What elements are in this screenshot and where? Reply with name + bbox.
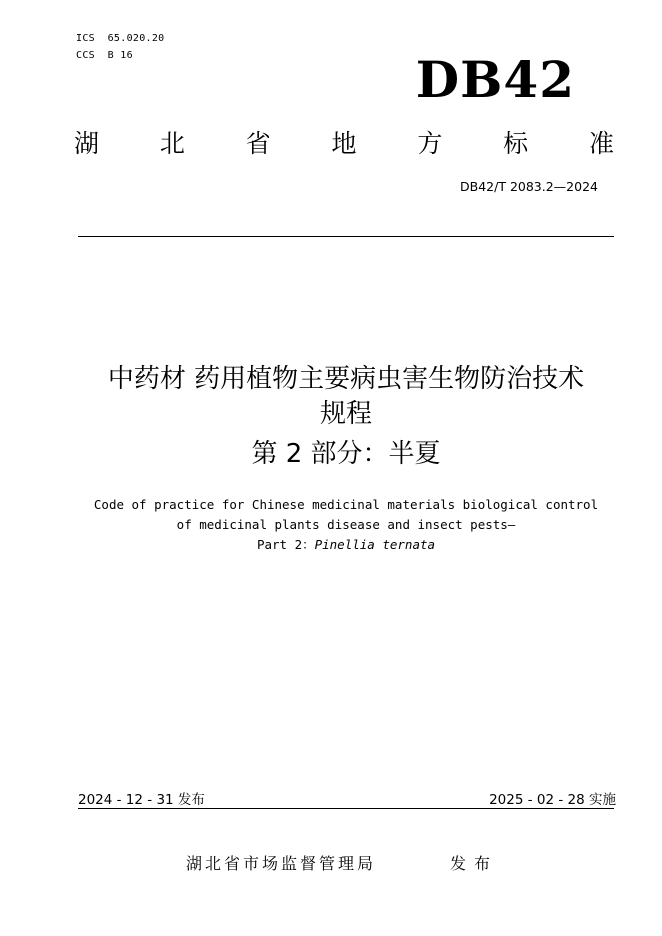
ics-code: ICS 65.020.20	[76, 33, 165, 44]
english-title-line-1: Code of practice for Chinese medicinal materials biological control	[93, 497, 599, 512]
standard-type-heading	[74, 124, 614, 164]
standard-type-char: 湖	[74, 129, 100, 158]
publish-label: 发布	[450, 854, 499, 873]
english-title-line-2: of medicinal plants disease and insect pests—	[176, 517, 516, 532]
chinese-title-line-2: 规程	[319, 399, 372, 429]
issuing-authority: 湖北省市场监督管理局	[186, 854, 377, 873]
chinese-title-line-1: 中药材 药用植物主要病虫害生物防治技术	[107, 364, 585, 394]
standard-type-char: 标	[503, 129, 529, 158]
standard-mark: DB42	[415, 50, 575, 109]
header-divider	[78, 236, 614, 237]
footer-divider	[78, 808, 614, 809]
standard-type-char: 准	[588, 129, 614, 158]
implementation-date: 2025 - 02 - 28 实施	[489, 792, 616, 808]
standard-code: DB42/T 2083.2—2024	[460, 179, 598, 194]
chinese-subtitle: 第 2 部分：半夏	[251, 439, 441, 469]
standard-type-char: 省	[245, 129, 271, 158]
english-title-line-3	[40, 535, 652, 555]
english-part-label: Part 2：	[256, 537, 315, 552]
standard-type-char: 方	[417, 129, 443, 158]
issue-date: 2024 - 12 - 31 发布	[78, 792, 205, 808]
standard-type-char: 北	[159, 129, 185, 158]
ccs-code: CCS B 16	[76, 50, 133, 61]
species-name: Pinellia ternata	[314, 537, 436, 552]
standard-type-char: 地	[331, 129, 357, 158]
